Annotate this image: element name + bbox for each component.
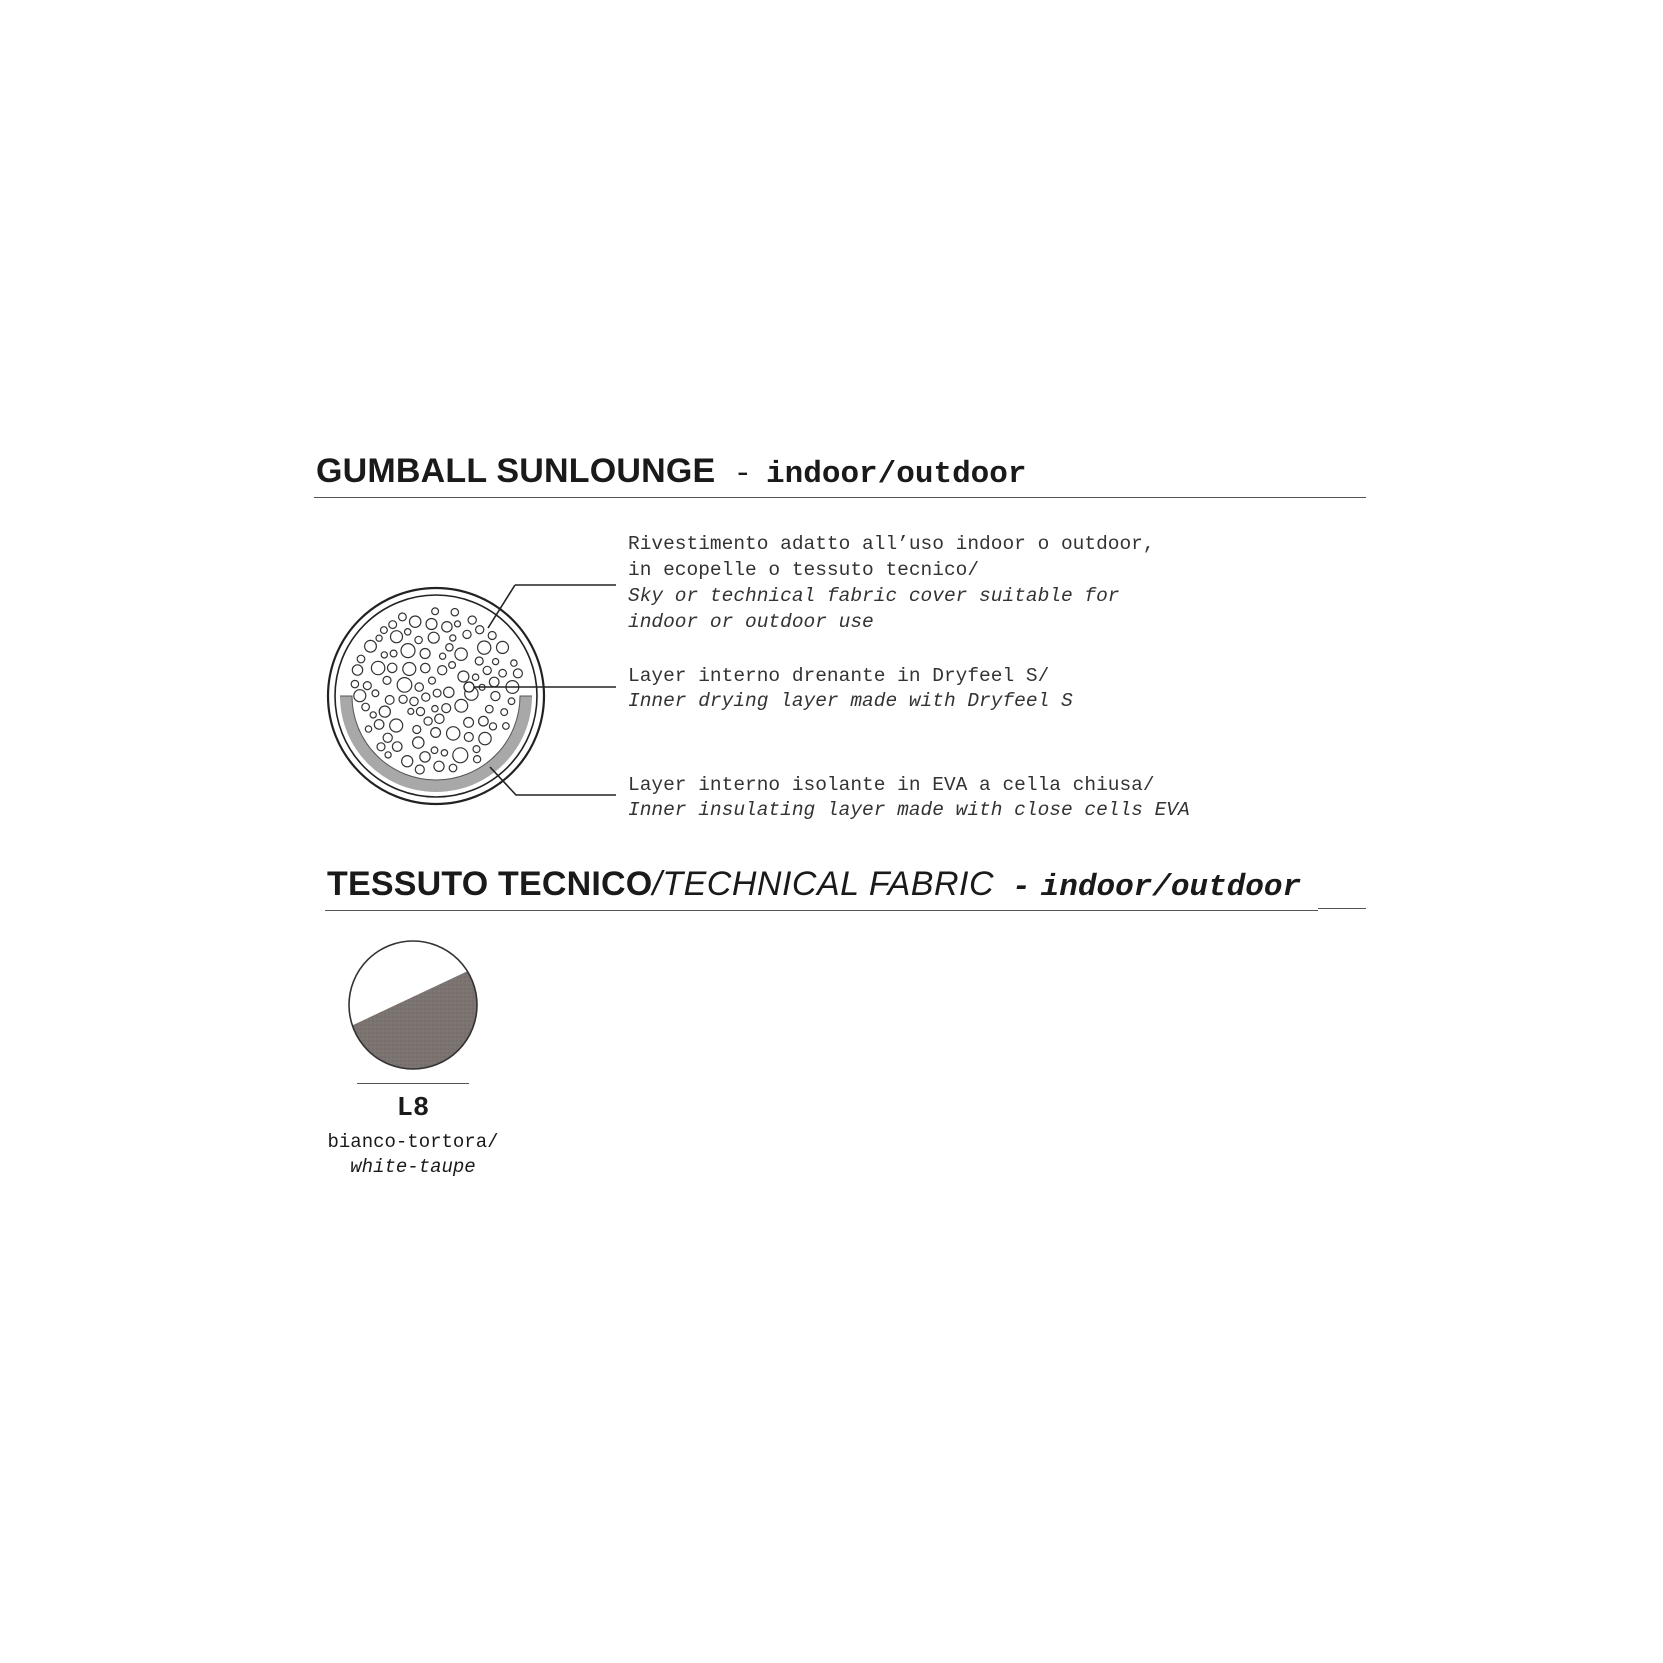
title-dash: - xyxy=(733,457,753,492)
layer-cover-it-1: Rivestimento adatto all’uso indoor o outdoor, xyxy=(628,533,1155,555)
fabric-rule-end xyxy=(1318,908,1366,909)
layer-dryfeel-en: Inner drying layer made with Dryfeel S xyxy=(628,690,1073,712)
layer-dryfeel-it: Layer interno drenante in Dryfeel S/ xyxy=(628,665,1050,687)
layer-cover-it-2: in ecopelle o tessuto tecnico/ xyxy=(628,559,980,581)
swatch-name-en: white-taupe xyxy=(350,1156,476,1178)
layer-eva-it: Layer interno isolante in EVA a cella chiusa/ xyxy=(628,774,1155,796)
leader-dot-dryfeel xyxy=(464,682,474,692)
fabric-title-it: TESSUTO TECNICO xyxy=(327,865,653,903)
swatch-l8-label xyxy=(323,1094,503,1180)
product-usage: indoor/outdoor xyxy=(766,457,1027,492)
layer-cover-en-2: indoor or outdoor use xyxy=(628,611,874,633)
layer-eva-en: Inner insulating layer made with close cells EVA xyxy=(628,799,1190,821)
layer-eva-description xyxy=(628,773,1190,823)
layer-dryfeel-description xyxy=(628,664,1073,714)
fabric-title-en: TECHNICAL FABRIC xyxy=(662,865,995,903)
product-name: GUMBALL SUNLOUNGE xyxy=(316,452,716,490)
layer-cover-en-1: Sky or technical fabric cover suitable for xyxy=(628,585,1120,607)
fabric-section-title xyxy=(327,865,1301,905)
fabric-title-slash: / xyxy=(652,865,663,903)
fabric-title-dash: - xyxy=(1012,870,1031,905)
swatch-l8-graphic xyxy=(300,900,520,1120)
fabric-usage: indoor/outdoor xyxy=(1040,870,1302,905)
layer-cover-description xyxy=(628,531,1155,635)
swatch-rule xyxy=(357,1083,469,1084)
fabric-rule xyxy=(325,910,1318,911)
swatch-code: L8 xyxy=(396,1094,430,1124)
swatch-name-it: bianco-tortora/ xyxy=(327,1131,499,1153)
